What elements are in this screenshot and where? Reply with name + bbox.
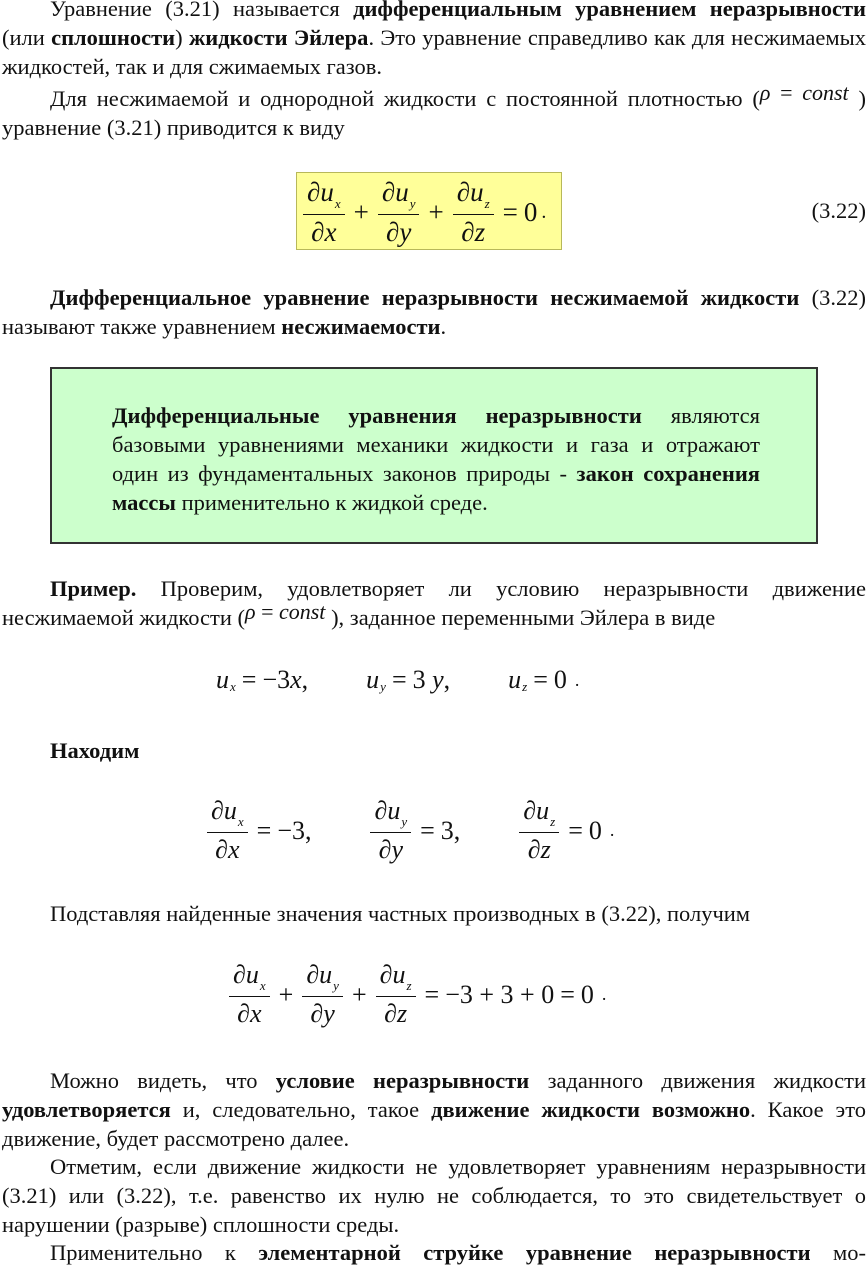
text: Уравнение (3.21) называется	[50, 0, 354, 21]
bold-term: Дифференциальное уравнение неразрывности несжимаемой жидкости	[50, 285, 800, 310]
text: (3.22) называют также уравнением	[2, 285, 866, 339]
paragraph-incompressible	[2, 80, 866, 142]
bold-term: удовлетворяется	[2, 1097, 171, 1122]
text: являются базовыми уравнениями механики жидкости и газа и отражают один из фундаментальных законов природы -	[112, 403, 760, 486]
paragraph-note	[2, 1152, 866, 1239]
paragraph-incompressibility	[2, 283, 866, 341]
text: применительно к жидкой среде.	[175, 490, 488, 515]
text: Применительно к	[50, 1240, 259, 1265]
bold-term: дифференциальным уравнением неразрывности	[353, 0, 867, 21]
bold-term: Находим	[50, 738, 140, 763]
text: заданного движения жидкости	[529, 1068, 866, 1093]
bold-term: движение жидкости возможно	[431, 1097, 751, 1122]
paragraph-continuity-equation	[2, 0, 866, 81]
text: Проверим, удовлетворяет ли условию неразрывности движение несжимаемой жидкости (	[2, 576, 866, 630]
text: ) уравнение (3.21) приводится к виду	[2, 86, 866, 140]
definition-box	[50, 367, 818, 544]
equation-3-22: $\frac{\partial u_x}{\partial x}$ + $\frac{\partial u_y}{\partial y}$ + $\frac{\partial u_z}{\partial z}$ = 0 .	[300, 176, 546, 248]
bold-term: Дифференциальные уравнения неразрывности	[112, 403, 642, 428]
fraction-dux-dx: $\frac{\partial u_x}{\partial x}$	[207, 796, 248, 865]
bold-term: закон сохранения массы	[112, 461, 760, 515]
heading-find	[2, 736, 866, 765]
bold-term: жидкости Эйлера	[188, 25, 369, 50]
fraction-duy-dy: $\frac{\partial u_y}{\partial y}$	[302, 960, 343, 1029]
text: Можно видеть, что	[50, 1068, 276, 1093]
text: . Это уравнение справедливо как для несжимаемых жидкостей, так и для сжимаемых газов.	[2, 25, 866, 79]
equation-number-3-22: (3.22)	[811, 198, 866, 223]
text: )	[175, 25, 189, 50]
partial-derivatives: $\frac{\partial u_x}{\partial x}$ = −3 , $\frac{\partial u_y}{\partial y}$ = 3 , $\frac{\partial u_z}{\partial z}$ = 0 .	[204, 796, 614, 865]
fraction-duy-dy: $\frac{\partial u_y}{\partial y}$	[370, 796, 411, 865]
fraction-duz-dz: $\frac{\partial u_z}{\partial z}$	[453, 177, 494, 247]
text: и, следовательно, такое	[170, 1097, 432, 1122]
text: Для несжимаемой и однородной жидкости с постоянной плотностью (	[50, 86, 760, 111]
fraction-duy-dy: $\frac{\partial u_y}{\partial y}$	[378, 177, 420, 247]
velocity-field-equations: u x = −3 x , u y = 3 y , u z = 0 .	[216, 665, 580, 694]
text: Отметим, если движение жидкости не удовлетворяет уравнениям неразрывности (3.21) или (3.22), т.е. равенство их нулю не соблюдается, то это свидетельствует о нарушении (разрыве) сплошности среды.	[2, 1154, 866, 1237]
text: .	[440, 314, 447, 339]
text: мо-	[810, 1240, 866, 1265]
fraction-dux-dx: $\frac{\partial u_x}{\partial x}$	[303, 177, 345, 247]
bold-term: Пример.	[50, 576, 137, 601]
text: ), заданное переменными Эйлера в виде	[325, 605, 716, 630]
bold-term: несжимаемости	[281, 314, 441, 339]
bold-term: элементарной струйке уравнение неразрывности	[258, 1240, 811, 1265]
fraction-dux-dx: $\frac{\partial u_x}{\partial x}$	[229, 960, 270, 1029]
text: . Какое это движение, будет рассмотрено далее.	[2, 1097, 866, 1151]
text: (или	[2, 25, 52, 50]
fraction-duz-dz: $\frac{\partial u_z}{\partial z}$	[376, 960, 416, 1029]
fraction-duz-dz: $\frac{\partial u_z}{\partial z}$	[519, 796, 559, 865]
paragraph-substituting	[2, 899, 866, 928]
bold-term: сплошности	[51, 25, 176, 50]
text: Подставляя найденные значения частных производных в (3.22), получим	[50, 901, 751, 926]
paragraph-example	[2, 574, 866, 632]
rho-const-inline: ρ = const	[759, 80, 849, 105]
bold-term: условие неразрывности	[275, 1068, 530, 1093]
sum-equation: $\frac{\partial u_x}{\partial x}$ + $\frac{\partial u_y}{\partial y}$ + $\frac{\partial u_z}{\partial z}$ = −3 + 3 + 0 = 0 .	[226, 960, 606, 1029]
definition-text	[112, 401, 760, 517]
rho-const-inline: ρ = const	[245, 599, 326, 624]
paragraph-conclusion	[2, 1066, 866, 1153]
paragraph-elementary-stream	[2, 1238, 866, 1267]
